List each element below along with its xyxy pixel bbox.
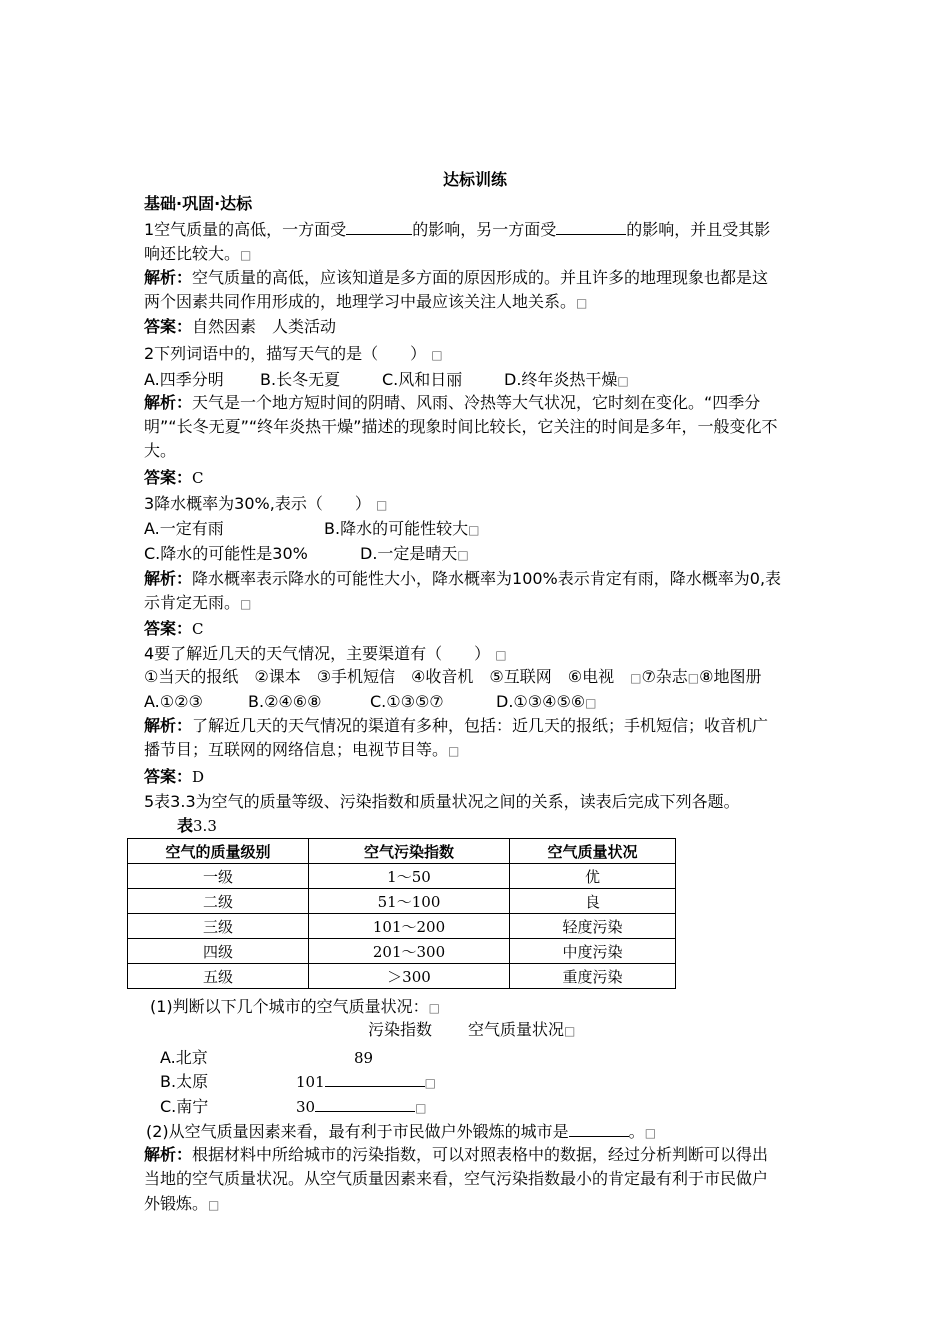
table-cell: 轻度污染 xyxy=(510,914,676,939)
table-cell: 101～200 xyxy=(309,914,510,939)
q5-sub1 xyxy=(150,995,440,1020)
box-glyph: □ xyxy=(468,523,480,537)
q1-stem xyxy=(144,218,770,242)
q1-answer-text: 自然因素 人类活动 xyxy=(192,317,337,336)
q4-answer xyxy=(144,765,204,789)
box-glyph: □ xyxy=(375,498,388,512)
q2-options xyxy=(144,368,629,393)
q1-text-a: 1空气质量的高低，一方面受 xyxy=(144,220,347,239)
q4-option-b[interactable]: B.②④⑥⑧ xyxy=(248,692,322,711)
analysis-label: 解析： xyxy=(144,569,193,588)
q3-option-b[interactable]: B.降水的可能性较大 xyxy=(324,519,469,538)
table-row xyxy=(128,889,676,914)
q3-option-d[interactable]: D.一定是晴天 xyxy=(360,544,458,563)
table-cell: 201～300 xyxy=(309,939,510,964)
table-row xyxy=(128,939,676,964)
q2-analysis-text-2: 明”“长冬无夏”“终年炎热干燥”描述的现象时间比较长，它关注的时间是多年，一般变化不 xyxy=(144,417,778,436)
table-row xyxy=(128,914,676,939)
q4-option-d[interactable]: D.①③④⑤⑥ xyxy=(496,692,586,711)
q4-option-a[interactable]: A.①②③ xyxy=(144,692,203,711)
q5-stem: 5表3.3为空气的质量等级、污染指数和质量状况之间的关系，读表后完成下列各题。 xyxy=(144,792,740,811)
table-row xyxy=(128,964,676,989)
analysis-label: 解析： xyxy=(144,716,193,735)
q5-sub2-text: (2)从空气质量因素来看，最有利于市民做户外锻炼的城市是 xyxy=(146,1122,569,1141)
q4-items xyxy=(144,665,762,690)
q5-sub2 xyxy=(146,1120,656,1145)
table-cell: 重度污染 xyxy=(510,964,676,989)
q4-stem-text: 4要了解近几天的天气情况，主要渠道有（ ） xyxy=(144,644,491,663)
q3-answer xyxy=(144,617,204,641)
q3-analysis-cont xyxy=(144,591,251,616)
analysis-label: 解析： xyxy=(144,268,193,287)
q2-analysis-cont-2 xyxy=(144,439,176,463)
city-status-blank[interactable] xyxy=(315,1095,415,1112)
table-cell: 优 xyxy=(510,864,676,889)
box-glyph: □ xyxy=(617,374,629,388)
table-caption-number: 3.3 xyxy=(193,817,217,835)
q3-analysis xyxy=(144,567,781,591)
q3-stem xyxy=(144,492,387,517)
table-cell: 51～100 xyxy=(309,889,510,914)
q2-stem-text: 2下列词语中的，描写天气的是（ ） xyxy=(144,344,427,363)
box-glyph: □ xyxy=(415,1101,427,1115)
q3-option-a[interactable]: A.一定有雨 xyxy=(144,519,224,538)
q5-analysis-text: 根据材料中所给城市的污染指数，可以对照表格中的数据，经过分析判断可以得出 xyxy=(192,1145,769,1164)
city-row-nanning xyxy=(160,1095,426,1120)
q1-text-d: 响还比较大。 xyxy=(144,244,241,263)
q1-analysis xyxy=(144,266,768,290)
table-row xyxy=(128,864,676,889)
city-row-taiyuan xyxy=(160,1070,436,1095)
section-heading: 基础·巩固·达标 xyxy=(144,194,253,213)
q3-stem-text: 3降水概率为30%,表示（ ） xyxy=(144,494,371,513)
q4-answer-text: D xyxy=(192,768,205,786)
q3-answer-text: C xyxy=(192,620,204,638)
table-caption-label: 表 xyxy=(177,816,194,835)
box-glyph: □ xyxy=(630,671,642,685)
q3-options-row1 xyxy=(144,517,479,542)
table-header: 空气质量状况 xyxy=(510,839,676,864)
q5-analysis-cont xyxy=(144,1167,768,1191)
q1-analysis-text-2: 两个因素共同作用形成的，地理学习中最应该关注人地关系。 xyxy=(144,292,577,311)
table-cell: 二级 xyxy=(128,889,309,914)
table-caption xyxy=(177,814,217,838)
city-row-beijing xyxy=(160,1046,373,1070)
box-glyph: □ xyxy=(457,548,469,562)
table-header: 空气的质量级别 xyxy=(128,839,309,864)
q5-analysis-text-3: 外锻炼。 xyxy=(144,1194,209,1213)
q3-options-row2 xyxy=(144,542,469,567)
box-glyph: □ xyxy=(428,1001,441,1015)
q3-analysis-text: 降水概率表示降水的可能性大小，降水概率为100%表示肯定有雨，降水概率为0,表 xyxy=(192,569,782,588)
q4-analysis-cont xyxy=(144,738,459,763)
air-quality-table xyxy=(127,838,676,989)
city-name: C.南宁 xyxy=(160,1097,209,1116)
table-cell: 1～50 xyxy=(309,864,510,889)
column-label-index: 污染指数 xyxy=(368,1020,433,1039)
city-name: A.北京 xyxy=(160,1048,208,1067)
q2-option-c[interactable]: C.风和日丽 xyxy=(382,370,463,389)
box-glyph: □ xyxy=(585,696,597,710)
table-header-row xyxy=(128,839,676,864)
table-cell: 良 xyxy=(510,889,676,914)
city-index: 30 xyxy=(296,1098,316,1116)
box-glyph: □ xyxy=(448,744,460,758)
q4-items-text-2: ⑦杂志 xyxy=(641,667,688,686)
q4-items-text-3: ⑧地图册 xyxy=(699,667,762,686)
answer-label: 答案： xyxy=(144,619,193,638)
table-cell: 一级 xyxy=(128,864,309,889)
q1-answer xyxy=(144,315,336,339)
analysis-label: 解析： xyxy=(144,1145,193,1164)
q1-stem-cont xyxy=(144,242,251,267)
q2-analysis-text-3: 大。 xyxy=(144,441,177,460)
q2-option-d[interactable]: D.终年炎热干燥 xyxy=(504,370,618,389)
q2-analysis xyxy=(144,391,760,415)
q1-blank-1[interactable] xyxy=(346,218,412,235)
page-title: 达标训练 xyxy=(442,170,507,189)
city-name: B.太原 xyxy=(160,1072,209,1091)
box-glyph: □ xyxy=(576,296,588,310)
q2-answer-text: C xyxy=(192,469,204,487)
q1-blank-2[interactable] xyxy=(556,218,626,235)
q1-analysis-cont xyxy=(144,290,587,315)
q5-sub2-blank[interactable] xyxy=(569,1120,629,1137)
q2-option-a[interactable]: A.四季分明 xyxy=(144,370,224,389)
q3-option-c[interactable]: C.降水的可能性是30% xyxy=(144,544,308,563)
table-cell: 三级 xyxy=(128,914,309,939)
answer-label: 答案： xyxy=(144,317,193,336)
city-index: 89 xyxy=(354,1049,374,1067)
analysis-label: 解析： xyxy=(144,393,193,412)
box-glyph: □ xyxy=(240,248,252,262)
q2-analysis-text: 天气是一个地方短时间的阴晴、风雨、冷热等大气状况，它时刻在变化。“四季分 xyxy=(192,393,761,412)
q5-sub1-text: (1)判断以下几个城市的空气质量状况： xyxy=(150,997,429,1016)
q5-columns xyxy=(368,1018,575,1043)
q4-analysis-text-2: 播节目；互联网的网络信息；电视节目等。 xyxy=(144,740,449,759)
table-cell: 五级 xyxy=(128,964,309,989)
q5-analysis-text-2: 当地的空气质量状况。从空气质量因素来看，空气污染指数最小的肯定最有利于市民做户 xyxy=(144,1169,769,1188)
q1-text-b: 的影响，另一方面受 xyxy=(412,220,557,239)
q4-stem xyxy=(144,642,507,667)
city-index: 101 xyxy=(296,1073,325,1091)
city-status-blank[interactable] xyxy=(325,1070,425,1087)
q4-analysis xyxy=(144,714,768,738)
q5-analysis-cont-2 xyxy=(144,1192,219,1217)
box-glyph: □ xyxy=(431,348,443,362)
q1-text-c: 的影响，并且受其影 xyxy=(626,220,771,239)
q1-analysis-text: 空气质量的高低，应该知道是多方面的原因形成的。并且许多的地理现象也都是这 xyxy=(192,268,769,287)
q5-analysis xyxy=(144,1143,768,1167)
answer-label: 答案： xyxy=(144,767,193,786)
q4-options xyxy=(144,690,596,715)
box-glyph: □ xyxy=(240,597,252,611)
answer-label: 答案： xyxy=(144,468,193,487)
q4-analysis-text: 了解近几天的天气情况的渠道有多种，包括：近几天的报纸；手机短信；收音机广 xyxy=(192,716,769,735)
table-cell: 四级 xyxy=(128,939,309,964)
q4-items-text: ①当天的报纸 ②课本 ③手机短信 ④收音机 ⑤互联网 ⑥电视 xyxy=(144,667,615,686)
box-glyph: □ xyxy=(208,1198,220,1212)
q2-option-b[interactable]: B.长冬无夏 xyxy=(260,370,341,389)
table-cell: ＞300 xyxy=(309,964,510,989)
column-label-status: 空气质量状况 xyxy=(468,1020,565,1039)
box-glyph: □ xyxy=(687,671,700,685)
q3-analysis-text-2: 示肯定无雨。 xyxy=(144,593,241,612)
table-cell: 中度污染 xyxy=(510,939,676,964)
q2-answer xyxy=(144,466,204,490)
box-glyph: □ xyxy=(644,1126,657,1140)
q5-sub2-end: 。 xyxy=(628,1122,645,1141)
q4-option-c[interactable]: C.①③⑤⑦ xyxy=(370,692,444,711)
box-glyph: □ xyxy=(495,648,507,662)
box-glyph: □ xyxy=(564,1024,576,1038)
table-header: 空气污染指数 xyxy=(309,839,510,864)
box-glyph: □ xyxy=(424,1076,436,1090)
q2-stem xyxy=(144,342,443,367)
q2-analysis-cont xyxy=(144,415,777,439)
